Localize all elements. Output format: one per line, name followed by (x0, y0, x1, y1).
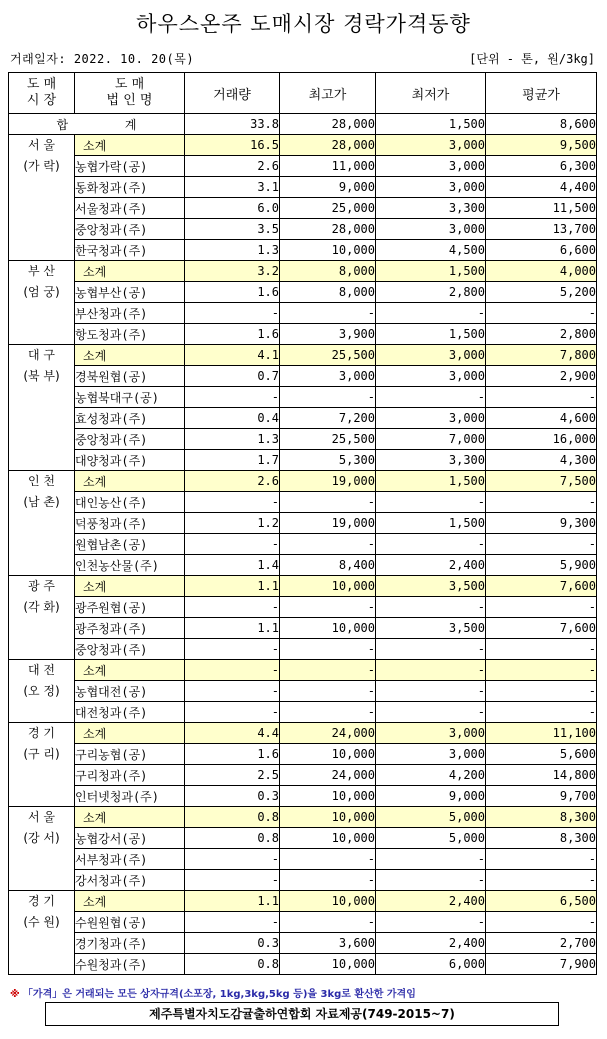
volume-cell: 1.6 (185, 744, 280, 765)
subtotal-row (9, 807, 597, 828)
market-district: (강 서) (23, 831, 60, 845)
table-row (9, 198, 597, 219)
volume-cell: 4.1 (185, 345, 280, 366)
avg-price-cell: 7,600 (486, 576, 597, 597)
min-price-cell: - (376, 597, 486, 618)
table-row (9, 513, 597, 534)
max-price-cell: - (280, 849, 376, 870)
max-price-cell: - (280, 660, 376, 681)
volume-cell: - (185, 639, 280, 660)
avg-price-cell: 7,800 (486, 345, 597, 366)
subtotal-row (9, 135, 597, 156)
table-row (9, 177, 597, 198)
max-price-cell: 28,000 (280, 219, 376, 240)
market-city: 대 전 (28, 663, 55, 677)
volume-cell: 3.2 (185, 261, 280, 282)
corporation-name: 농협부산(공) (75, 282, 185, 303)
corporation-name: 농협대전(공) (75, 681, 185, 702)
volume-cell: 0.8 (185, 954, 280, 975)
corporation-name: 광주원협(공) (75, 597, 185, 618)
corporation-name: 중앙청과(주) (75, 639, 185, 660)
market-city: 대 구 (28, 348, 55, 362)
min-price-cell: 3,000 (376, 345, 486, 366)
volume-cell: 0.4 (185, 408, 280, 429)
min-price-cell: 4,500 (376, 240, 486, 261)
min-price-cell: 2,800 (376, 282, 486, 303)
corporation-name: 동화청과(주) (75, 177, 185, 198)
corporation-name: 수원원협(공) (75, 912, 185, 933)
volume-cell: 4.4 (185, 723, 280, 744)
volume-cell: - (185, 597, 280, 618)
volume-cell: 0.8 (185, 828, 280, 849)
max-price-cell: 10,000 (280, 744, 376, 765)
max-price-cell: - (280, 681, 376, 702)
table-row (9, 912, 597, 933)
corporation-name: 서부청과(주) (75, 849, 185, 870)
max-price-cell: 10,000 (280, 828, 376, 849)
market-district: (오 정) (23, 684, 60, 698)
avg-price-cell: 2,900 (486, 366, 597, 387)
volume-cell: 0.3 (185, 933, 280, 954)
min-price-cell: 2,400 (376, 555, 486, 576)
max-price-cell: 10,000 (280, 891, 376, 912)
subtotal-row (9, 576, 597, 597)
volume-cell: 2.6 (185, 471, 280, 492)
price-table (8, 72, 597, 975)
subtotal-row (9, 891, 597, 912)
note-mark: ※ (10, 989, 20, 1000)
min-price-cell: - (376, 387, 486, 408)
max-price-cell: 25,000 (280, 198, 376, 219)
avg-price-cell: 7,500 (486, 471, 597, 492)
volume-cell: 1.6 (185, 324, 280, 345)
table-row (9, 828, 597, 849)
market-name (9, 135, 75, 261)
min-price-cell: 3,300 (376, 198, 486, 219)
table-row (9, 744, 597, 765)
min-price-cell: 3,500 (376, 576, 486, 597)
table-row (9, 387, 597, 408)
avg-price-cell: 2,800 (486, 324, 597, 345)
avg-price-cell: - (486, 681, 597, 702)
volume-cell: 6.0 (185, 198, 280, 219)
market-name (9, 576, 75, 660)
max-price-cell: 8,400 (280, 555, 376, 576)
volume-cell: - (185, 387, 280, 408)
corporation-name: 소계 (75, 807, 185, 828)
market-city: 서 울 (28, 810, 55, 824)
max-price-cell: 10,000 (280, 954, 376, 975)
volume-cell: - (185, 681, 280, 702)
table-row (9, 954, 597, 975)
header-avg-price: 평균가 (486, 73, 597, 114)
max-price-cell: 25,500 (280, 345, 376, 366)
max-price-cell: 3,900 (280, 324, 376, 345)
market-city: 인 천 (28, 474, 55, 488)
corporation-name: 대인농산(주) (75, 492, 185, 513)
corporation-name: 부산청과(주) (75, 303, 185, 324)
max-price-cell: 10,000 (280, 618, 376, 639)
max-price-cell: 10,000 (280, 576, 376, 597)
min-price-cell: 6,000 (376, 954, 486, 975)
min-price-cell: 3,000 (376, 135, 486, 156)
avg-price-cell: - (486, 870, 597, 891)
volume-cell: 1.1 (185, 618, 280, 639)
table-row (9, 324, 597, 345)
table-row (9, 450, 597, 471)
max-price-cell: - (280, 912, 376, 933)
trade-date: 거래일자: 2022. 10. 20(목) (10, 52, 195, 66)
corporation-name: 강서청과(주) (75, 870, 185, 891)
table-row (9, 282, 597, 303)
avg-price-cell: 11,100 (486, 723, 597, 744)
avg-price-cell: 4,600 (486, 408, 597, 429)
min-price-cell: - (376, 870, 486, 891)
avg-price-cell: - (486, 849, 597, 870)
max-price-cell: 25,500 (280, 429, 376, 450)
market-district: (수 원) (23, 915, 60, 929)
min-price-cell: - (376, 534, 486, 555)
corporation-name: 소계 (75, 261, 185, 282)
min-price-cell: 7,000 (376, 429, 486, 450)
price-note (10, 985, 416, 1000)
avg-price-cell: 11,500 (486, 198, 597, 219)
header-row (9, 73, 597, 114)
min-price-cell: - (376, 660, 486, 681)
min-price-cell: 5,000 (376, 807, 486, 828)
min-price-cell: 1,500 (376, 471, 486, 492)
volume-cell: 1.1 (185, 576, 280, 597)
avg-price-cell: - (486, 387, 597, 408)
min-price-cell: 1,500 (376, 513, 486, 534)
avg-price-cell: - (486, 303, 597, 324)
corporation-name: 인천농산물(주) (75, 555, 185, 576)
min-price-cell: 1,500 (376, 261, 486, 282)
min-price-cell: 1,500 (376, 324, 486, 345)
subtotal-row (9, 471, 597, 492)
volume-cell: 1.6 (185, 282, 280, 303)
page-title: 하우스온주 도매시장 경락가격동향 (136, 12, 471, 36)
min-price-cell: 2,400 (376, 891, 486, 912)
table-row (9, 366, 597, 387)
market-district: (엄 궁) (23, 285, 60, 299)
min-price-cell: 3,000 (376, 177, 486, 198)
min-price-cell: 3,500 (376, 618, 486, 639)
avg-price-cell: 7,600 (486, 618, 597, 639)
avg-price-cell: 6,600 (486, 240, 597, 261)
header-max-price: 최고가 (280, 73, 376, 114)
max-price-cell: 24,000 (280, 765, 376, 786)
market-district: (남 촌) (23, 495, 60, 509)
market-district: (북 부) (23, 369, 60, 383)
corporation-name: 덕풍청과(주) (75, 513, 185, 534)
avg-price-cell: 6,300 (486, 156, 597, 177)
volume-cell: 1.7 (185, 450, 280, 471)
corporation-name: 농협북대구(공) (75, 387, 185, 408)
corporation-name: 항도청과(주) (75, 324, 185, 345)
market-name (9, 660, 75, 723)
header-market: 도 매 시 장 (9, 73, 75, 114)
volume-cell: 16.5 (185, 135, 280, 156)
corporation-name: 중앙청과(주) (75, 429, 185, 450)
market-city: 광 주 (28, 579, 55, 593)
max-price-cell: - (280, 492, 376, 513)
total-min: 1,500 (376, 114, 486, 135)
volume-cell: 1.3 (185, 429, 280, 450)
min-price-cell: 3,000 (376, 744, 486, 765)
max-price-cell: 28,000 (280, 135, 376, 156)
market-name (9, 345, 75, 471)
market-district: (가 락) (23, 159, 60, 173)
table-row (9, 786, 597, 807)
corporation-name: 소계 (75, 471, 185, 492)
max-price-cell: 8,000 (280, 261, 376, 282)
volume-cell: 0.8 (185, 807, 280, 828)
avg-price-cell: 9,500 (486, 135, 597, 156)
market-city: 경 기 (28, 894, 55, 908)
avg-price-cell: 8,300 (486, 807, 597, 828)
volume-cell: - (185, 849, 280, 870)
max-price-cell: 3,000 (280, 366, 376, 387)
market-city: 부 산 (28, 264, 55, 278)
total-row (9, 114, 597, 135)
corporation-name: 소계 (75, 723, 185, 744)
market-name (9, 891, 75, 975)
total-max: 28,000 (280, 114, 376, 135)
corporation-name: 수원청과(주) (75, 954, 185, 975)
avg-price-cell: 16,000 (486, 429, 597, 450)
subtotal-row (9, 660, 597, 681)
min-price-cell: - (376, 492, 486, 513)
max-price-cell: - (280, 303, 376, 324)
corporation-name: 대양청과(주) (75, 450, 185, 471)
header-volume: 거래량 (185, 73, 280, 114)
table-row (9, 597, 597, 618)
avg-price-cell: 8,300 (486, 828, 597, 849)
corporation-name: 소계 (75, 135, 185, 156)
volume-cell: 3.5 (185, 219, 280, 240)
max-price-cell: 19,000 (280, 471, 376, 492)
min-price-cell: - (376, 681, 486, 702)
avg-price-cell: - (486, 702, 597, 723)
avg-price-cell: - (486, 534, 597, 555)
max-price-cell: 10,000 (280, 240, 376, 261)
max-price-cell: 19,000 (280, 513, 376, 534)
avg-price-cell: 5,600 (486, 744, 597, 765)
corporation-name: 소계 (75, 891, 185, 912)
max-price-cell: 10,000 (280, 786, 376, 807)
data-source: 제주특별자치도감귤출하연합회 자료제공(749-2015~7) (45, 1002, 559, 1026)
corporation-name: 경기청과(주) (75, 933, 185, 954)
market-district: (각 화) (23, 600, 60, 614)
corporation-name: 농협가락(공) (75, 156, 185, 177)
table-row (9, 492, 597, 513)
min-price-cell: - (376, 303, 486, 324)
avg-price-cell: 7,900 (486, 954, 597, 975)
volume-cell: - (185, 534, 280, 555)
max-price-cell: - (280, 639, 376, 660)
market-city: 서 울 (28, 138, 55, 152)
market-name (9, 723, 75, 807)
max-price-cell: 9,000 (280, 177, 376, 198)
corporation-name: 대전청과(주) (75, 702, 185, 723)
min-price-cell: 3,000 (376, 219, 486, 240)
max-price-cell: 3,600 (280, 933, 376, 954)
table-row (9, 933, 597, 954)
market-city: 경 기 (28, 726, 55, 740)
avg-price-cell: 13,700 (486, 219, 597, 240)
min-price-cell: 3,000 (376, 723, 486, 744)
table-row (9, 702, 597, 723)
min-price-cell: 3,000 (376, 408, 486, 429)
corporation-name: 광주청과(주) (75, 618, 185, 639)
max-price-cell: 11,000 (280, 156, 376, 177)
avg-price-cell: - (486, 492, 597, 513)
avg-price-cell: 9,700 (486, 786, 597, 807)
subtotal-row (9, 723, 597, 744)
volume-cell: - (185, 492, 280, 513)
subtotal-row (9, 345, 597, 366)
volume-cell: - (185, 660, 280, 681)
table-row (9, 219, 597, 240)
corporation-name: 경북원협(공) (75, 366, 185, 387)
corporation-name: 소계 (75, 660, 185, 681)
corporation-name: 효성청과(주) (75, 408, 185, 429)
volume-cell: - (185, 702, 280, 723)
max-price-cell: 8,000 (280, 282, 376, 303)
avg-price-cell: 4,000 (486, 261, 597, 282)
table-row (9, 639, 597, 660)
header-corporation: 도 매 법 인 명 (75, 73, 185, 114)
volume-cell: 2.6 (185, 156, 280, 177)
market-name (9, 471, 75, 576)
table-row (9, 534, 597, 555)
max-price-cell: 24,000 (280, 723, 376, 744)
volume-cell: - (185, 303, 280, 324)
volume-cell: 0.3 (185, 786, 280, 807)
table-row (9, 156, 597, 177)
max-price-cell: - (280, 702, 376, 723)
table-row (9, 240, 597, 261)
corporation-name: 소계 (75, 576, 185, 597)
volume-cell: 1.1 (185, 891, 280, 912)
total-avg: 8,600 (486, 114, 597, 135)
market-name (9, 807, 75, 891)
avg-price-cell: 14,800 (486, 765, 597, 786)
min-price-cell: 3,000 (376, 366, 486, 387)
corporation-name: 원협남촌(공) (75, 534, 185, 555)
corporation-name: 서울청과(주) (75, 198, 185, 219)
avg-price-cell: - (486, 597, 597, 618)
max-price-cell: 10,000 (280, 807, 376, 828)
min-price-cell: - (376, 702, 486, 723)
subtotal-row (9, 261, 597, 282)
table-row (9, 870, 597, 891)
avg-price-cell: - (486, 639, 597, 660)
table-row (9, 408, 597, 429)
avg-price-cell: 4,400 (486, 177, 597, 198)
volume-cell: - (185, 870, 280, 891)
total-volume: 33.8 (185, 114, 280, 135)
corporation-name: 한국청과(주) (75, 240, 185, 261)
note-text: 「가격」은 거래되는 모든 상자규격(소포장, 1kg,3kg,5kg 등)을 3kg로 환산한 가격임 (22, 989, 416, 1000)
corporation-name: 농협강서(공) (75, 828, 185, 849)
avg-price-cell: - (486, 660, 597, 681)
min-price-cell: 2,400 (376, 933, 486, 954)
min-price-cell: 3,000 (376, 156, 486, 177)
max-price-cell: - (280, 597, 376, 618)
market-district: (구 리) (23, 747, 60, 761)
volume-cell: 1.3 (185, 240, 280, 261)
volume-cell: - (185, 912, 280, 933)
table-row (9, 555, 597, 576)
avg-price-cell: 5,900 (486, 555, 597, 576)
avg-price-cell: 6,500 (486, 891, 597, 912)
max-price-cell: 5,300 (280, 450, 376, 471)
table-row (9, 765, 597, 786)
min-price-cell: 4,200 (376, 765, 486, 786)
total-label: 합 계 (9, 114, 185, 135)
volume-cell: 2.5 (185, 765, 280, 786)
avg-price-cell: 5,200 (486, 282, 597, 303)
corporation-name: 구리농협(공) (75, 744, 185, 765)
avg-price-cell: 9,300 (486, 513, 597, 534)
table-row (9, 849, 597, 870)
max-price-cell: - (280, 870, 376, 891)
min-price-cell: - (376, 639, 486, 660)
table-row (9, 303, 597, 324)
corporation-name: 중앙청과(주) (75, 219, 185, 240)
corporation-name: 인터넷청과(주) (75, 786, 185, 807)
market-name (9, 261, 75, 345)
min-price-cell: 3,300 (376, 450, 486, 471)
volume-cell: 0.7 (185, 366, 280, 387)
volume-cell: 1.4 (185, 555, 280, 576)
min-price-cell: - (376, 849, 486, 870)
avg-price-cell: 4,300 (486, 450, 597, 471)
volume-cell: 3.1 (185, 177, 280, 198)
table-row (9, 618, 597, 639)
max-price-cell: - (280, 387, 376, 408)
corporation-name: 구리청과(주) (75, 765, 185, 786)
min-price-cell: 9,000 (376, 786, 486, 807)
table-row (9, 429, 597, 450)
volume-cell: 1.2 (185, 513, 280, 534)
corporation-name: 소계 (75, 345, 185, 366)
avg-price-cell: 2,700 (486, 933, 597, 954)
min-price-cell: - (376, 912, 486, 933)
max-price-cell: - (280, 534, 376, 555)
unit-label: [단위 - 톤, 원/3kg] (469, 52, 595, 66)
avg-price-cell: - (486, 912, 597, 933)
max-price-cell: 7,200 (280, 408, 376, 429)
table-row (9, 681, 597, 702)
header-min-price: 최저가 (376, 73, 486, 114)
min-price-cell: 5,000 (376, 828, 486, 849)
